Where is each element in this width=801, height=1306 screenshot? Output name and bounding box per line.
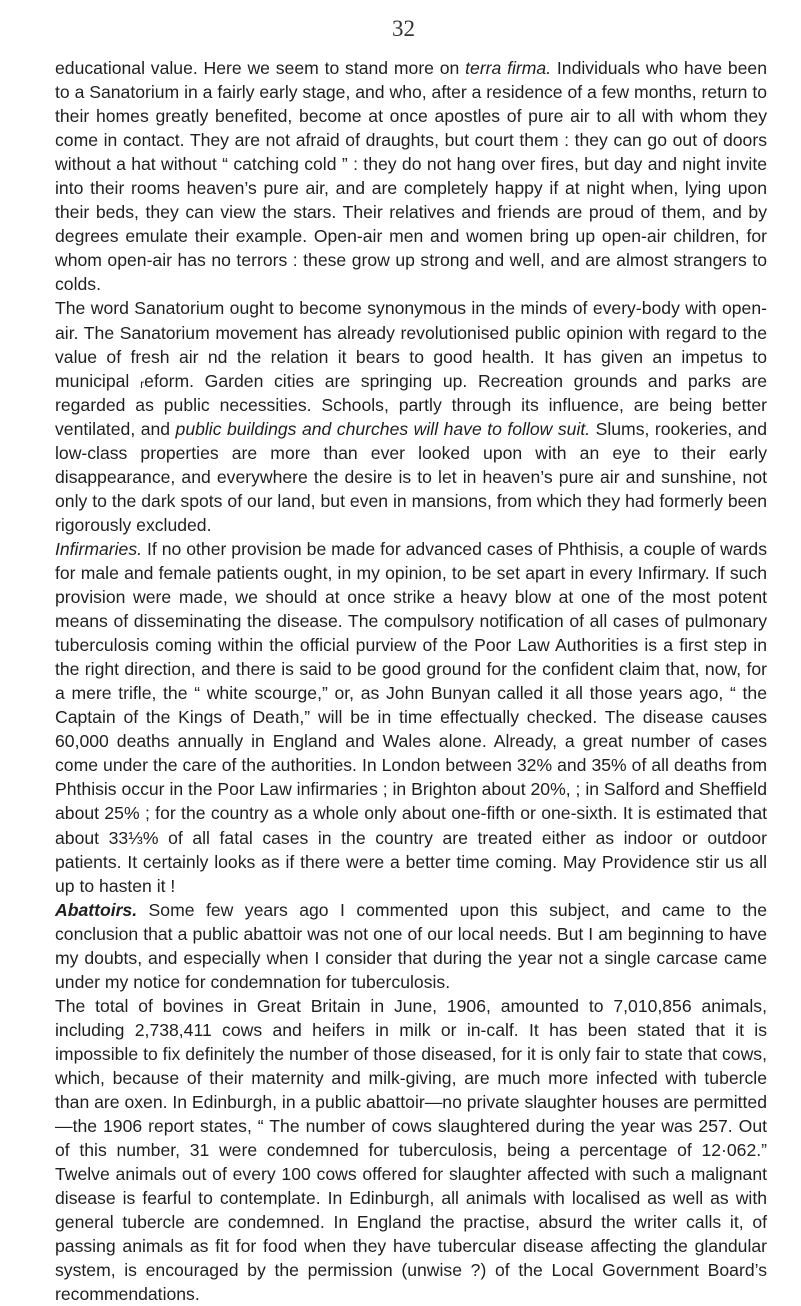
paragraph-sanatorium-benefits	[55, 56, 767, 296]
paragraph-sanatorium-open-air	[55, 296, 767, 536]
paragraph-text: If no other provision be made for advanced cases of Phthisis, a couple of wards for male and female patients ought, in my opinion, to be set apart in every Infirmary. If such provision were made, we should at once strike a heavy blow at one of the most potent means of disseminating the disease. The compulsory notification of all cases of pulmonary tuberculosis coming within the official purview of the Poor Law Authorities is a first step in the right direction, and there is said to be good ground for the confident claim that, now, for a mere trifle, the “ white scourge,” or, as John Bunyan called it all those years ago, “ the Captain of the Kings of Death,” will be in time effectually checked. The disease causes 60,000 deaths annually in England and Wales alone. Already, a great number of cases come under the care of the authorities. In London between 32% and 35% of all deaths from Phthisis occur in the Poor Law infirmaries ; in Brighton about 20%, ; in Salford and Sheffield about 25% ; for the country as a whole only about one-fifth or one-sixth. It is estimated that about 33⅓% of all fatal cases in the country are treated either as indoor or outdoor patients. It certainly looks as if there were a better time coming. May Providence stir us all up to hasten it !	[55, 538, 767, 896]
section-heading-infirmaries: Infirmaries.	[55, 538, 143, 559]
paragraph-text: Slums, rookeries, and low-class properties are more than ever looked upon with an eye to their early disappearance, and everywhere the desire is to let in heaven’s pure air and sunshine, not only to the dark spots of our land, but even in mansions, from which they had formerly been rigorously excluded.	[55, 418, 767, 535]
italic-phrase: public buildings and churches will have to follow suit.	[175, 418, 591, 439]
paragraph-text: Individuals who have been to a Sanatorium in a fairly early stage, and who, after a residence of a few months, return to their homes greatly benefited, become at once apostles of pure air to all with whom they come in contact. They are not afraid of draughts, but court them : they can go out of doors without a hat without “ catching cold ” : they do not hang over fires, but day and night invite into their rooms heaven’s pure air, and are completely happy if at night when, lying upon their beds, they can view the stars. Their relatives and friends are proud of them, and by degrees emulate their example. Open-air men and women bring up open-air children, for whom open-air has no terrors : these grow up strong and well, and are almost strangers to colds.	[55, 58, 767, 295]
paragraph-infirmaries	[55, 537, 767, 898]
section-heading-abattoirs: Abattoirs.	[55, 899, 138, 920]
paragraph-text: The total of bovines in Great Britain in June, 1906, amounted to 7,010,856 animals, including 2,738,411 cows and heifers in milk or in-calf. It has been stated that it is impossible to fix definitely the number of those diseased, for it is only fair to state that cows, which, because of their maternity and milk-giving, are much more infected with tubercle than are oxen. In Edinburgh, in a public abattoir—no private slaughter houses are permitted—the 1906 report states, “ The number of cows slaughtered during the year was 257. Out of this number, 31 were condemned for tuberculosis, being a percentage of 12·062.” Twelve animals out of every 100 cows offered for slaughter affected with such a malignant disease is fearful to contemplate. In Edinburgh, all animals with localised as well as with general tubercle are condemned. In England the practise, absurd the writer calls it, of passing animals as fit for food when they have tubercular disease affecting the glandular system, is encouraged by the permission (unwise ?) of the Local Government Board’s recommendations.	[55, 995, 768, 1305]
page-number: 32	[392, 16, 415, 41]
body-text	[55, 56, 767, 1306]
italic-phrase: terra firma.	[465, 58, 552, 78]
paragraph-text: The word Sanatorium ought to become synonymous in the minds of every-body with open-air. The Sanatorium movement has already revolutionised public opinion with regard to the value of fresh air nd the relation it bears to good health. It has given an impetus to municipal ᵣeform. Garden cities are springing up. Recreation grounds and parks are regarded as public necessities. Schools, partly through its influence, are being better ventilated, and	[55, 298, 767, 439]
paragraph-abattoirs	[55, 898, 767, 994]
paragraph-text: Some few years ago I commented upon this subject, and came to the conclusion that a public abattoir was not one of our local needs. But I am beginning to have my doubts, and especially when I consider that during the year not a single carcase came under my notice for condemnation for tuberculosis.	[55, 899, 767, 992]
paragraph-bovines	[55, 994, 767, 1306]
paragraph-text: educational value. Here we seem to stand more on	[55, 58, 466, 78]
